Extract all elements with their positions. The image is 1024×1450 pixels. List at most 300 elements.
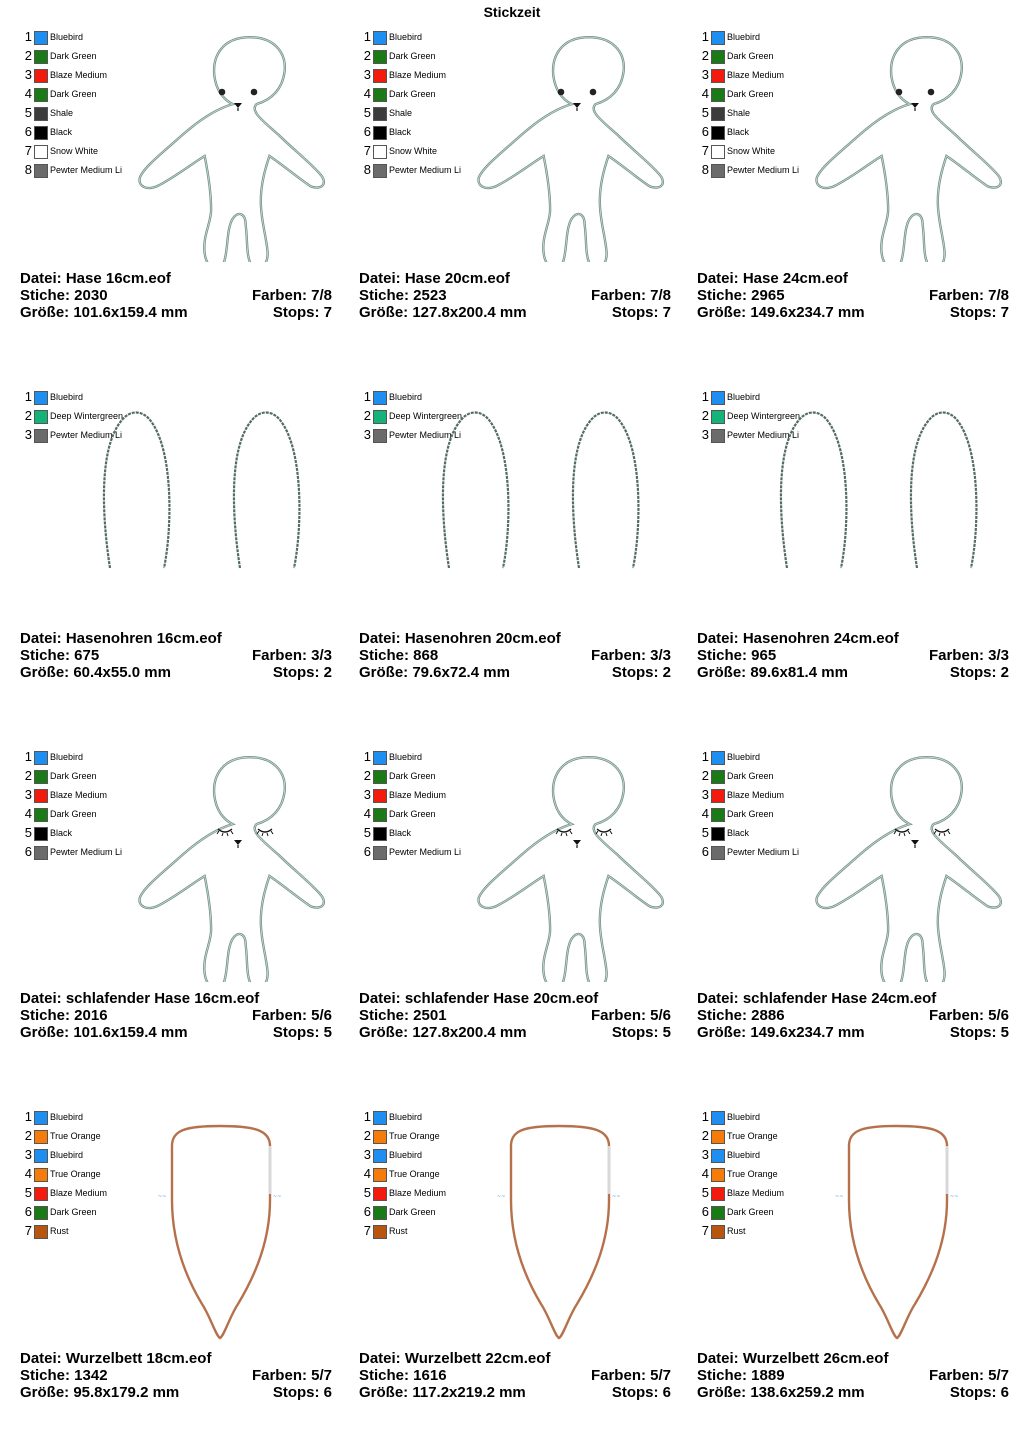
design-size: Größe: 138.6x259.2 mm xyxy=(697,1384,865,1401)
palette-number: 1 xyxy=(24,389,32,404)
ear-outline xyxy=(104,413,169,569)
color-name: Deep Wintergreen xyxy=(50,411,123,421)
design-size: Größe: 117.2x219.2 mm xyxy=(359,1384,526,1401)
color-count: Farben: 7/8 xyxy=(251,287,332,304)
color-count: Farben: 5/6 xyxy=(251,1007,332,1024)
ear-outline xyxy=(781,413,846,569)
palette-number: 7 xyxy=(363,143,371,158)
color-name: True Orange xyxy=(727,1131,778,1141)
file-name: Datei: Wurzelbett 22cm.eof xyxy=(359,1350,551,1367)
color-name: Bluebird xyxy=(389,752,423,762)
color-swatch xyxy=(373,1225,387,1239)
design-card xyxy=(697,30,1022,370)
design-card xyxy=(20,30,345,370)
file-name: Datei: Hase 20cm.eof xyxy=(359,270,510,287)
color-name: Bluebird xyxy=(727,1150,761,1160)
color-name: Dark Green xyxy=(727,51,774,61)
color-name: Dark Green xyxy=(727,809,774,819)
color-swatch xyxy=(711,1168,725,1182)
design-size: Größe: 95.8x179.2 mm xyxy=(20,1384,180,1401)
color-name: Blaze Medium xyxy=(50,1188,108,1198)
color-swatch xyxy=(34,1168,48,1182)
color-swatch xyxy=(34,410,48,424)
eye-left-icon xyxy=(219,89,226,96)
design-preview xyxy=(459,1110,684,1342)
color-swatch xyxy=(711,751,725,765)
palette-number: 3 xyxy=(24,787,32,802)
color-name: Rust xyxy=(727,1226,746,1236)
design-card xyxy=(359,750,684,1090)
color-swatch xyxy=(373,1111,387,1125)
design-size: Größe: 89.6x81.4 mm xyxy=(697,664,848,681)
color-name: Black xyxy=(727,828,750,838)
palette-number: 2 xyxy=(24,408,32,423)
design-size: Größe: 149.6x234.7 mm xyxy=(697,304,865,321)
palette-number: 5 xyxy=(24,1185,32,1200)
eye-right-icon xyxy=(590,89,597,96)
file-name: Datei: Hase 24cm.eof xyxy=(697,270,848,287)
stitch-count: Stiche: 2030 xyxy=(20,287,108,304)
color-name: Bluebird xyxy=(50,32,84,42)
color-swatch xyxy=(711,1149,725,1163)
color-name: Snow White xyxy=(50,146,99,156)
color-swatch xyxy=(34,770,48,784)
stitch-count: Stiche: 868 xyxy=(359,647,439,664)
stitch-count: Stiche: 2501 xyxy=(359,1007,447,1024)
palette-number: 3 xyxy=(363,787,371,802)
eye-right-icon xyxy=(935,829,949,832)
color-swatch xyxy=(34,1130,48,1144)
palette-number: 5 xyxy=(701,105,709,120)
color-swatch xyxy=(373,827,387,841)
color-swatch xyxy=(711,391,725,405)
design-card xyxy=(697,390,1022,730)
palette-number: 5 xyxy=(363,105,371,120)
design-card xyxy=(20,750,345,1090)
ear-outline xyxy=(443,413,508,569)
palette-number: 5 xyxy=(701,825,709,840)
page-title: Stickzeit xyxy=(483,4,541,20)
color-swatch xyxy=(711,846,725,860)
design-size: Größe: 101.6x159.4 mm xyxy=(20,304,188,321)
color-name: Snow White xyxy=(727,146,776,156)
color-swatch xyxy=(373,846,387,860)
color-name: Dark Green xyxy=(727,1207,774,1217)
eye-right-icon xyxy=(251,89,258,96)
palette-number: 3 xyxy=(701,1147,709,1162)
palette-number: 2 xyxy=(701,1128,709,1143)
color-name: Blaze Medium xyxy=(727,790,785,800)
palette-number: 1 xyxy=(363,749,371,764)
palette-number: 2 xyxy=(24,1128,32,1143)
color-name: True Orange xyxy=(727,1169,778,1179)
color-name: Blaze Medium xyxy=(727,1188,785,1198)
color-name: Blaze Medium xyxy=(389,1188,447,1198)
color-name: Pewter Medium Li xyxy=(50,165,123,175)
color-swatch xyxy=(34,145,48,159)
nose-icon xyxy=(911,103,919,108)
design-preview xyxy=(439,390,664,622)
color-count: Farben: 3/3 xyxy=(251,647,332,664)
color-swatch xyxy=(373,1206,387,1220)
design-preview xyxy=(777,390,1002,622)
stop-count: Stops: 7 xyxy=(272,304,332,321)
file-name: Datei: Hasenohren 16cm.eof xyxy=(20,630,222,647)
palette-number: 2 xyxy=(363,1128,371,1143)
color-name: Bluebird xyxy=(389,1112,423,1122)
color-swatch xyxy=(373,69,387,83)
color-name: Black xyxy=(389,127,412,137)
color-name: Blaze Medium xyxy=(389,70,447,80)
color-swatch xyxy=(34,31,48,45)
stitch-count: Stiche: 965 xyxy=(697,647,777,664)
color-swatch xyxy=(34,126,48,140)
design-size: Größe: 101.6x159.4 mm xyxy=(20,1024,188,1041)
file-name: Datei: Hasenohren 24cm.eof xyxy=(697,630,899,647)
svg-text:~~: ~~ xyxy=(835,1194,844,1200)
nose-icon xyxy=(573,103,581,108)
design-preview xyxy=(100,390,325,622)
palette-number: 8 xyxy=(24,162,32,177)
color-name: Rust xyxy=(389,1226,408,1236)
color-swatch xyxy=(34,164,48,178)
palette-number: 1 xyxy=(24,1109,32,1124)
color-name: Deep Wintergreen xyxy=(727,411,800,421)
color-count: Farben: 3/3 xyxy=(590,647,671,664)
palette-number: 1 xyxy=(701,29,709,44)
color-count: Farben: 5/6 xyxy=(928,1007,1009,1024)
nose-icon xyxy=(234,840,242,845)
color-swatch xyxy=(373,770,387,784)
color-name: Black xyxy=(50,828,73,838)
color-name: Dark Green xyxy=(389,771,436,781)
color-name: Bluebird xyxy=(50,752,84,762)
color-name: Snow White xyxy=(389,146,438,156)
color-name: Black xyxy=(389,828,412,838)
color-name: Blaze Medium xyxy=(389,790,447,800)
design-card xyxy=(697,750,1022,1090)
palette-number: 2 xyxy=(701,768,709,783)
color-name: Dark Green xyxy=(727,771,774,781)
color-name: Deep Wintergreen xyxy=(389,411,462,421)
palette-number: 1 xyxy=(701,1109,709,1124)
color-swatch xyxy=(34,846,48,860)
svg-text:~~: ~~ xyxy=(612,1194,621,1200)
stop-count: Stops: 6 xyxy=(949,1384,1009,1401)
color-swatch xyxy=(711,1187,725,1201)
bed-outline xyxy=(172,1126,270,1338)
design-preview xyxy=(797,30,1022,262)
color-swatch xyxy=(711,69,725,83)
color-swatch xyxy=(34,789,48,803)
color-swatch xyxy=(373,126,387,140)
color-name: Shale xyxy=(389,108,413,118)
palette-number: 6 xyxy=(24,124,32,139)
color-swatch xyxy=(711,827,725,841)
design-size: Größe: 149.6x234.7 mm xyxy=(697,1024,865,1041)
color-name: Dark Green xyxy=(50,1207,97,1217)
color-swatch xyxy=(34,50,48,64)
design-size: Größe: 127.8x200.4 mm xyxy=(359,304,527,321)
palette-number: 3 xyxy=(24,67,32,82)
palette-number: 1 xyxy=(363,389,371,404)
palette-number: 4 xyxy=(701,1166,709,1181)
color-name: Blaze Medium xyxy=(727,70,785,80)
palette-number: 5 xyxy=(701,1185,709,1200)
color-name: Bluebird xyxy=(727,1112,761,1122)
color-count: Farben: 3/3 xyxy=(928,647,1009,664)
color-swatch xyxy=(711,410,725,424)
color-name: Shale xyxy=(727,108,751,118)
design-size: Größe: 60.4x55.0 mm xyxy=(20,664,171,681)
color-name: Dark Green xyxy=(50,89,97,99)
palette-number: 3 xyxy=(701,67,709,82)
color-count: Farben: 5/7 xyxy=(590,1367,671,1384)
color-name: Pewter Medium Li xyxy=(389,430,462,440)
color-name: Black xyxy=(50,127,73,137)
nose-icon xyxy=(573,840,581,845)
color-swatch xyxy=(711,770,725,784)
design-preview xyxy=(120,750,345,982)
palette-number: 2 xyxy=(24,768,32,783)
stitch-count: Stiche: 675 xyxy=(20,647,100,664)
palette-number: 3 xyxy=(701,427,709,442)
color-swatch xyxy=(373,789,387,803)
palette-number: 2 xyxy=(363,768,371,783)
color-name: Bluebird xyxy=(727,32,761,42)
palette-number: 4 xyxy=(363,1166,371,1181)
palette-number: 4 xyxy=(363,86,371,101)
color-swatch xyxy=(711,31,725,45)
palette-number: 7 xyxy=(24,1223,32,1238)
ear-outline xyxy=(573,413,638,569)
color-swatch xyxy=(711,164,725,178)
color-swatch xyxy=(34,429,48,443)
color-swatch xyxy=(373,50,387,64)
color-swatch xyxy=(373,1187,387,1201)
palette-number: 3 xyxy=(24,1147,32,1162)
color-swatch xyxy=(373,31,387,45)
color-name: Dark Green xyxy=(727,89,774,99)
stitch-count: Stiche: 2886 xyxy=(697,1007,785,1024)
svg-text:~~: ~~ xyxy=(273,1194,282,1200)
color-name: Shale xyxy=(50,108,74,118)
palette-number: 1 xyxy=(363,1109,371,1124)
color-name: Bluebird xyxy=(389,392,423,402)
nose-icon xyxy=(911,840,919,845)
eye-left-icon xyxy=(558,89,565,96)
color-swatch xyxy=(711,1225,725,1239)
eye-right-icon xyxy=(928,89,935,96)
color-swatch xyxy=(711,50,725,64)
stop-count: Stops: 2 xyxy=(272,664,332,681)
color-swatch xyxy=(373,1168,387,1182)
palette-number: 6 xyxy=(363,124,371,139)
eye-right-icon xyxy=(258,829,272,832)
color-swatch xyxy=(34,827,48,841)
color-swatch xyxy=(34,1111,48,1125)
color-name: Pewter Medium Li xyxy=(389,165,462,175)
file-name: Datei: Hase 16cm.eof xyxy=(20,270,171,287)
palette-number: 6 xyxy=(363,844,371,859)
palette-number: 1 xyxy=(363,29,371,44)
color-name: Dark Green xyxy=(50,51,97,61)
color-name: True Orange xyxy=(50,1131,101,1141)
palette-number: 2 xyxy=(363,408,371,423)
design-card xyxy=(20,1110,345,1450)
color-swatch xyxy=(373,751,387,765)
color-swatch xyxy=(34,1149,48,1163)
color-name: Bluebird xyxy=(389,32,423,42)
color-name: Blaze Medium xyxy=(50,70,108,80)
palette-number: 6 xyxy=(363,1204,371,1219)
palette-number: 7 xyxy=(701,143,709,158)
palette-number: 4 xyxy=(701,86,709,101)
color-swatch xyxy=(711,107,725,121)
color-swatch xyxy=(711,1111,725,1125)
color-name: True Orange xyxy=(389,1169,440,1179)
palette-number: 6 xyxy=(701,1204,709,1219)
color-count: Farben: 7/8 xyxy=(590,287,671,304)
color-swatch xyxy=(373,1149,387,1163)
color-swatch xyxy=(711,145,725,159)
stitch-count: Stiche: 1616 xyxy=(359,1367,447,1384)
design-preview xyxy=(120,30,345,262)
color-swatch xyxy=(373,808,387,822)
eye-right-icon xyxy=(597,829,611,832)
design-preview xyxy=(459,750,684,982)
stop-count: Stops: 5 xyxy=(611,1024,671,1041)
color-count: Farben: 5/7 xyxy=(928,1367,1009,1384)
color-name: Pewter Medium Li xyxy=(50,430,123,440)
color-count: Farben: 7/8 xyxy=(928,287,1009,304)
file-name: Datei: schlafender Hase 24cm.eof xyxy=(697,990,937,1007)
color-name: Bluebird xyxy=(50,1150,84,1160)
palette-number: 5 xyxy=(363,825,371,840)
palette-number: 5 xyxy=(24,105,32,120)
palette-number: 4 xyxy=(24,806,32,821)
color-name: Dark Green xyxy=(50,809,97,819)
bunny-outline xyxy=(140,37,324,262)
palette-number: 2 xyxy=(363,48,371,63)
design-card xyxy=(359,1110,684,1450)
color-swatch xyxy=(711,429,725,443)
palette-number: 3 xyxy=(363,1147,371,1162)
palette-number: 1 xyxy=(24,29,32,44)
color-name: Bluebird xyxy=(50,392,84,402)
color-swatch xyxy=(373,429,387,443)
color-name: Pewter Medium Li xyxy=(727,430,800,440)
design-size: Größe: 79.6x72.4 mm xyxy=(359,664,510,681)
bunny-outline xyxy=(817,37,1001,262)
file-name: Datei: schlafender Hase 20cm.eof xyxy=(359,990,599,1007)
color-name: True Orange xyxy=(389,1131,440,1141)
color-name: Pewter Medium Li xyxy=(727,847,800,857)
file-name: Datei: Wurzelbett 18cm.eof xyxy=(20,1350,212,1367)
eye-left-icon xyxy=(896,89,903,96)
color-name: Dark Green xyxy=(389,89,436,99)
design-preview xyxy=(797,1110,1022,1342)
color-swatch xyxy=(34,107,48,121)
stop-count: Stops: 7 xyxy=(949,304,1009,321)
color-swatch xyxy=(373,1130,387,1144)
palette-number: 7 xyxy=(363,1223,371,1238)
stop-count: Stops: 6 xyxy=(272,1384,332,1401)
svg-text:~~: ~~ xyxy=(158,1194,167,1200)
color-name: Rust xyxy=(50,1226,69,1236)
color-name: Dark Green xyxy=(389,51,436,61)
color-name: Blaze Medium xyxy=(50,790,108,800)
color-name: Bluebird xyxy=(50,1112,84,1122)
color-name: Dark Green xyxy=(389,809,436,819)
nose-icon xyxy=(234,103,242,108)
color-count: Farben: 5/6 xyxy=(590,1007,671,1024)
color-swatch xyxy=(373,88,387,102)
color-swatch xyxy=(34,88,48,102)
palette-number: 1 xyxy=(701,389,709,404)
file-name: Datei: Wurzelbett 26cm.eof xyxy=(697,1350,889,1367)
stop-count: Stops: 2 xyxy=(949,664,1009,681)
color-swatch xyxy=(34,1206,48,1220)
bed-outline xyxy=(511,1126,609,1338)
svg-text:~~: ~~ xyxy=(950,1194,959,1200)
color-name: Bluebird xyxy=(727,392,761,402)
design-card xyxy=(359,390,684,730)
color-swatch xyxy=(711,808,725,822)
color-name: Dark Green xyxy=(389,1207,436,1217)
bunny-outline xyxy=(140,757,324,982)
design-preview xyxy=(120,1110,345,1342)
palette-number: 3 xyxy=(363,67,371,82)
stitch-count: Stiche: 1342 xyxy=(20,1367,108,1384)
palette-number: 2 xyxy=(701,408,709,423)
stitch-count: Stiche: 2965 xyxy=(697,287,785,304)
color-swatch xyxy=(34,391,48,405)
palette-number: 7 xyxy=(701,1223,709,1238)
file-name: Datei: Hasenohren 20cm.eof xyxy=(359,630,561,647)
palette-number: 8 xyxy=(701,162,709,177)
stop-count: Stops: 2 xyxy=(611,664,671,681)
color-swatch xyxy=(34,751,48,765)
palette-number: 5 xyxy=(363,1185,371,1200)
stitch-count: Stiche: 2016 xyxy=(20,1007,108,1024)
svg-text:~~: ~~ xyxy=(497,1194,506,1200)
color-swatch xyxy=(373,391,387,405)
stop-count: Stops: 6 xyxy=(611,1384,671,1401)
palette-number: 6 xyxy=(701,124,709,139)
bed-outline xyxy=(849,1126,947,1338)
palette-number: 4 xyxy=(701,806,709,821)
color-swatch xyxy=(711,126,725,140)
stop-count: Stops: 5 xyxy=(949,1024,1009,1041)
stitch-count: Stiche: 1889 xyxy=(697,1367,785,1384)
palette-number: 1 xyxy=(24,749,32,764)
palette-number: 6 xyxy=(24,1204,32,1219)
color-swatch xyxy=(34,69,48,83)
palette-number: 3 xyxy=(701,787,709,802)
color-name: Pewter Medium Li xyxy=(50,847,123,857)
bunny-outline xyxy=(479,757,663,982)
bunny-outline xyxy=(479,37,663,262)
design-card xyxy=(359,30,684,370)
color-swatch xyxy=(711,1206,725,1220)
palette-number: 4 xyxy=(24,1166,32,1181)
color-count: Farben: 5/7 xyxy=(251,1367,332,1384)
design-card xyxy=(20,390,345,730)
file-name: Datei: schlafender Hase 16cm.eof xyxy=(20,990,260,1007)
color-swatch xyxy=(711,1130,725,1144)
color-swatch xyxy=(34,1225,48,1239)
